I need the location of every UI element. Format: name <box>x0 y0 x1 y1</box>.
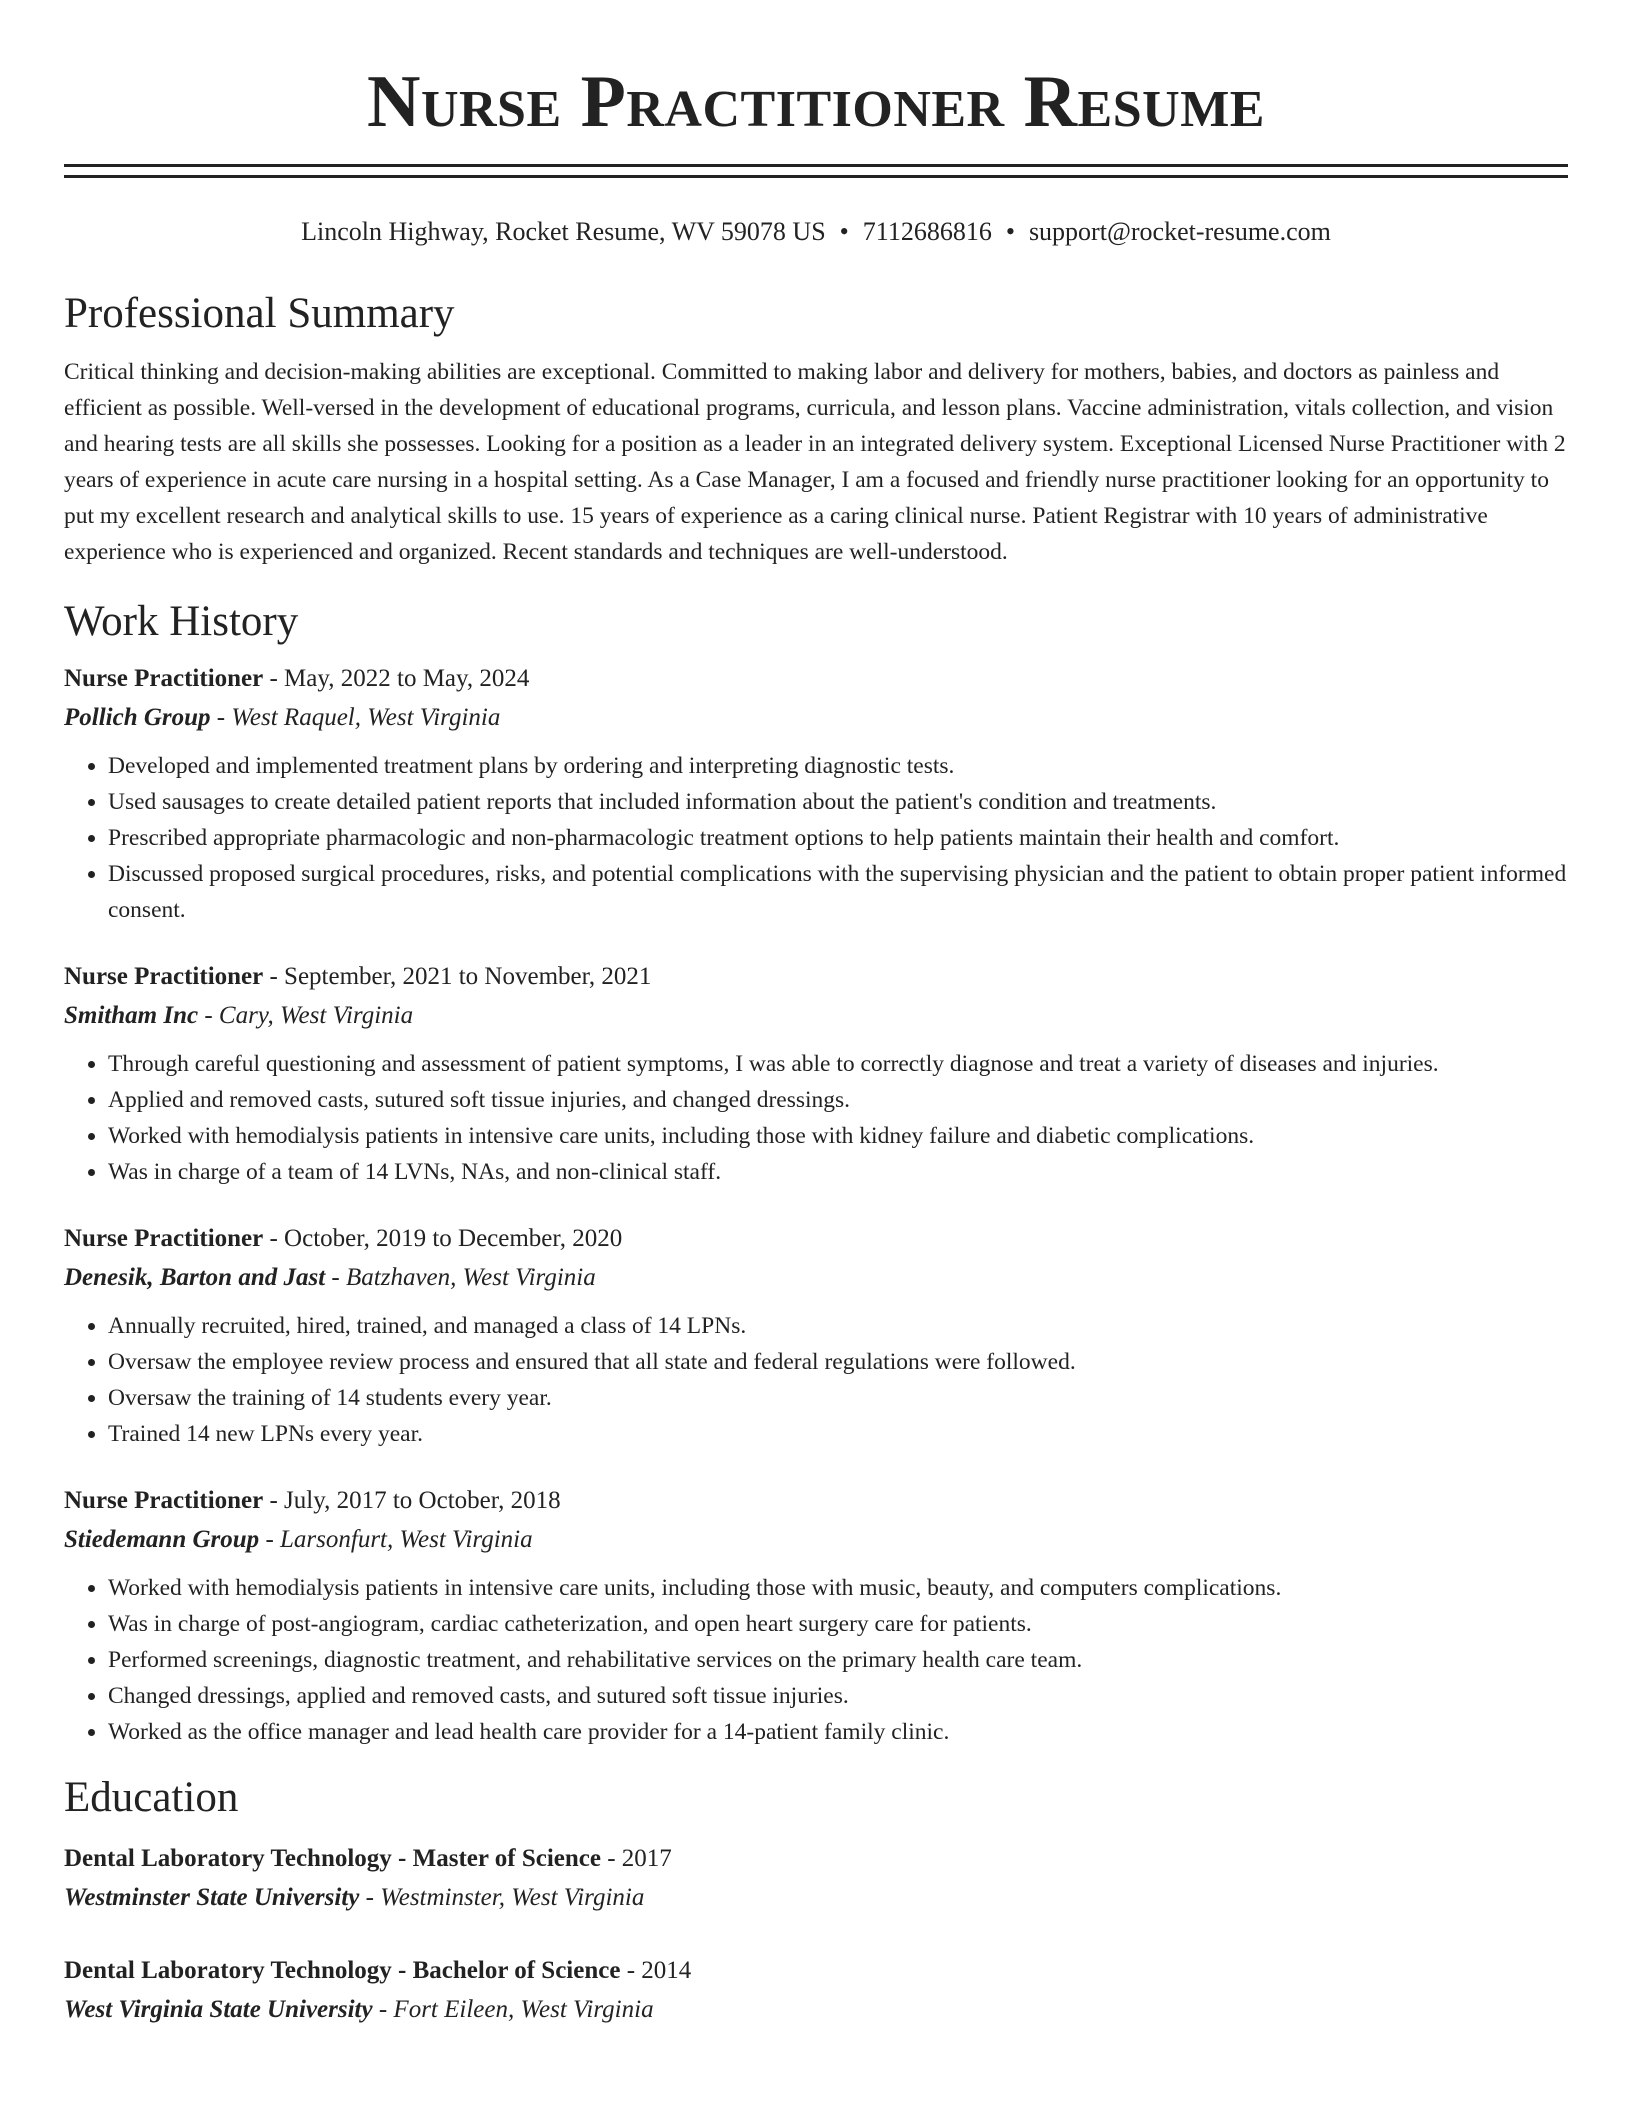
job-bullets <box>64 1308 1568 1452</box>
job-bullet: • Oversaw the employee review process and ensured that all state and federal regulations were followed. <box>108 1344 1568 1380</box>
summary-text: Critical thinking and decision-making abilities are exceptional. Committed to making labor and delivery for mothers, babies, and doctors as painless and efficient as possible. Well-versed in the development of educational programs, curricula, and lesson plans. Vaccine administration, vitals collection, and vision and hearing tests are all skills she possesses. Looking for a position as a leader in an integrated delivery system. Exceptional Licensed Nurse Practitioner with 2 years of experience in acute care nursing in a hospital setting. As a Case Manager, I am a focused and friendly nurse practitioner looking for an opportunity to put my excellent research and analytical skills to use. 15 years of experience as a caring clinical nurse. Patient Registrar with 10 years of administrative experience who is experienced and organized. Recent standards and techniques are well-understood. <box>64 359 1566 565</box>
job-bullets <box>64 1570 1568 1750</box>
education-school: West Virginia State University <box>64 1996 373 2023</box>
education-degree: Dental Laboratory Technology - Master of Science <box>64 1845 601 1872</box>
education-location: - Fort Eileen, West Virginia <box>372 1996 654 2023</box>
job-dates: - October, 2019 to December, 2020 <box>263 1225 623 1252</box>
title-double-rule <box>64 164 1568 178</box>
job-bullet: • Discussed proposed surgical procedures, risks, and potential complications with the supervising physician and the patient to obtain proper patient informed consent. <box>108 856 1568 928</box>
job-location: - West Raquel, West Virginia <box>210 704 501 731</box>
resume-title: Nurse Practitioner Resume <box>367 61 1265 143</box>
job-location: - Batzhaven, West Virginia <box>325 1264 596 1291</box>
education-heading: Education <box>64 1774 239 1821</box>
contact-email: support@rocket-resume.com <box>1028 217 1331 246</box>
job-bullet: • Used sausages to create detailed patient reports that included information about the patient's condition and treatments. <box>108 784 1568 820</box>
education-entry-2 <box>64 1952 1568 2030</box>
job-bullet: • Oversaw the training of 14 students every year. <box>108 1380 1568 1416</box>
job-bullet: • Changed dressings, applied and removed casts, and sutured soft tissue injuries. <box>108 1678 1568 1714</box>
job-bullet: • Was in charge of post-angiogram, cardiac catheterization, and open heart surgery care for patients. <box>108 1606 1568 1642</box>
job-bullet: • Was in charge of a team of 14 LVNs, NAs, and non-clinical staff. <box>108 1154 1568 1190</box>
job-company: Denesik, Barton and Jast <box>64 1264 326 1291</box>
job-entry-3 <box>64 1220 1568 1452</box>
contact-separator: • <box>839 217 849 246</box>
work-history-heading: Work History <box>64 598 299 645</box>
job-bullet: • Developed and implemented treatment plans by ordering and interpreting diagnostic tests. <box>108 748 1568 784</box>
contact-address: Lincoln Highway, Rocket Resume, WV 59078 US <box>301 217 826 246</box>
job-company: Pollich Group <box>64 704 211 731</box>
job-bullet: • Applied and removed casts, sutured soft tissue injuries, and changed dressings. <box>108 1082 1568 1118</box>
contact-phone: 7112686816 <box>862 217 992 246</box>
education-school: Westminster State University <box>64 1884 360 1911</box>
job-bullets <box>64 748 1568 928</box>
education-year: - 2014 <box>620 1957 692 1984</box>
job-title: Nurse Practitioner <box>64 1487 264 1514</box>
job-location: - Cary, West Virginia <box>198 1002 414 1029</box>
job-dates: - July, 2017 to October, 2018 <box>263 1487 561 1514</box>
job-bullets <box>64 1046 1568 1190</box>
job-bullet: • Worked with hemodialysis patients in intensive care units, including those with kidney failure and diabetic complications. <box>108 1118 1568 1154</box>
job-bullet: • Worked with hemodialysis patients in intensive care units, including those with music, beauty, and computers complications. <box>108 1570 1568 1606</box>
job-bullet: • Through careful questioning and assessment of patient symptoms, I was able to correctly diagnose and treat a variety of diseases and injuries. <box>108 1046 1568 1082</box>
job-location: - Larsonfurt, West Virginia <box>259 1526 533 1553</box>
job-bullet: • Performed screenings, diagnostic treatment, and rehabilitative services on the primary health care team. <box>108 1642 1568 1678</box>
job-dates: - September, 2021 to November, 2021 <box>263 963 652 990</box>
job-company: Stiedemann Group <box>64 1526 260 1553</box>
education-degree: Dental Laboratory Technology - Bachelor of Science <box>64 1957 621 1984</box>
job-bullet: • Prescribed appropriate pharmacologic and non-pharmacologic treatment options to help patients maintain their health and comfort. <box>108 820 1568 856</box>
contact-line <box>64 216 1568 248</box>
job-entry-1 <box>64 660 1568 928</box>
education-entry-1 <box>64 1840 1568 1918</box>
job-bullet: • Worked as the office manager and lead health care provider for a 14-patient family clinic. <box>108 1714 1568 1750</box>
education-location: - Westminster, West Virginia <box>359 1884 645 1911</box>
contact-separator: • <box>1005 217 1015 246</box>
education-year: - 2017 <box>600 1845 672 1872</box>
job-dates: - May, 2022 to May, 2024 <box>263 665 530 692</box>
job-bullet: • Trained 14 new LPNs every year. <box>108 1416 1568 1452</box>
job-entry-2 <box>64 958 1568 1190</box>
job-title: Nurse Practitioner <box>64 1225 264 1252</box>
job-title: Nurse Practitioner <box>64 963 264 990</box>
job-entry-4 <box>64 1482 1568 1750</box>
job-company: Smitham Inc <box>64 1002 199 1029</box>
job-title: Nurse Practitioner <box>64 665 264 692</box>
job-bullet: • Annually recruited, hired, trained, and managed a class of 14 LPNs. <box>108 1308 1568 1344</box>
summary-heading: Professional Summary <box>64 290 455 337</box>
